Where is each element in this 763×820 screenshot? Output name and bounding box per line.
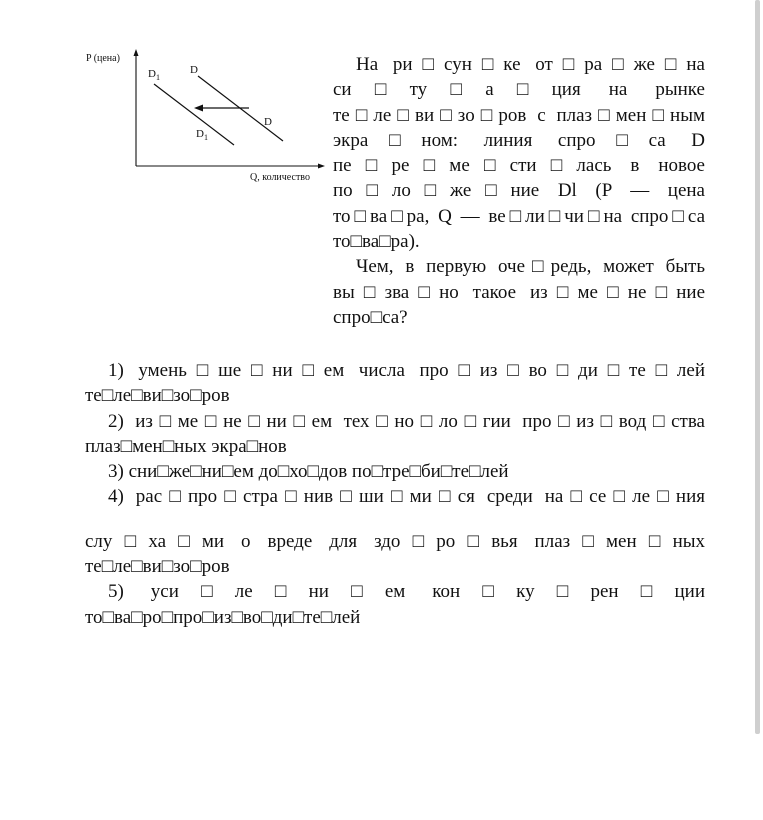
answer-gap: [85, 510, 705, 529]
question-paragraph-1-cont: [333, 77, 705, 102]
answer-line: те□ле□ви□зо□ров: [85, 385, 230, 407]
answer-option-4: [85, 484, 705, 509]
x-axis-label: Q, количество: [250, 172, 310, 183]
question-paragraph-2: [333, 254, 705, 279]
question-paragraph-1-end: [333, 229, 705, 254]
question-paragraph-1-cont: [333, 128, 705, 153]
answer-line: 2) из□ме□не□ни□ем тех□но□ло□гии про□из□вод□ства: [108, 410, 705, 432]
label-d-right: D: [264, 116, 272, 128]
scrollbar-thumb[interactable]: [755, 0, 760, 734]
answer-line: 5) уси□ле□ни□ем кон□ку□рен□ции: [108, 581, 705, 603]
demand-graph-svg: [84, 44, 330, 190]
answer-line: слу□ха□ми о вреде для здо□ро□вья плаз□мен□ных: [85, 530, 705, 552]
answer-option-1: [85, 358, 705, 383]
question-text: [333, 52, 705, 330]
question-line: по□ло□же□ние Dl (P — цена: [333, 180, 705, 202]
question-line: то□ва□ра).: [333, 231, 420, 253]
answer-option-5: [85, 579, 705, 604]
demand-curve-d1: [154, 84, 234, 145]
answer-option-4-end: [85, 554, 705, 579]
answer-options: [85, 358, 705, 630]
shift-arrowhead: [194, 105, 203, 112]
answer-line: то□ва□ро□про□из□во□ди□те□лей: [85, 606, 361, 628]
answer-option-4-cont: [85, 529, 705, 554]
y-axis-label: P (цена): [86, 53, 120, 64]
y-axis-arrowhead: [134, 49, 139, 56]
question-paragraph-1-cont: [333, 153, 705, 178]
answer-line: 3) сни□же□ни□ем до□хо□дов по□тре□би□те□лей: [108, 461, 509, 483]
question-line: те□ле□ви□зо□ров с плаз□мен□ным: [333, 104, 705, 126]
answer-option-1-cont: [85, 383, 705, 408]
demand-shift-graph: [84, 44, 330, 190]
label-d1-top: $D_1$: [148, 68, 160, 82]
label-d1-bottom: $D_1$: [196, 128, 208, 142]
question-line: спро□са?: [333, 306, 408, 328]
label-d-top: D: [190, 64, 198, 76]
question-line: то□ва□ра, Q — ве□ли□чи□на спро□са: [333, 205, 705, 227]
question-paragraph-2-end: [333, 305, 705, 330]
question-line: пе□ре□ме□сти□лась в новое: [333, 155, 705, 177]
question-paragraph-1: [333, 52, 705, 77]
x-axis-arrowhead: [318, 164, 325, 169]
question-paragraph-2-cont: [333, 280, 705, 305]
question-line: си□ту□а□ция на рынке: [333, 79, 705, 101]
answer-option-2: [85, 409, 705, 434]
question-line: Чем, в первую оче□редь, может быть: [356, 256, 705, 278]
vertical-scrollbar[interactable]: [752, 0, 763, 820]
question-paragraph-1-cont: [333, 204, 705, 229]
answer-option-2-cont: [85, 434, 705, 459]
answer-option-3: [85, 459, 705, 484]
question-line: На ри□сун□ке от□ра□же□на: [356, 54, 705, 75]
question-paragraph-1-cont: [333, 178, 705, 203]
answer-line: те□ле□ви□зо□ров: [85, 556, 230, 578]
question-paragraph-1-cont: [333, 103, 705, 128]
answer-line: 4) рас□про□стра□нив□ши□ми□ся среди на□се□ле□ния: [108, 486, 705, 508]
question-line: экра□ном: линия спро□са D: [333, 129, 705, 151]
answer-line: плаз□мен□ных экра□нов: [85, 435, 287, 457]
answer-option-5-cont: [85, 605, 705, 630]
answer-line: 1) умень□ше□ни□ем числа про□из□во□ди□те□лей: [108, 360, 705, 381]
question-line: вы□зва□но такое из□ме□не□ние: [333, 281, 705, 303]
